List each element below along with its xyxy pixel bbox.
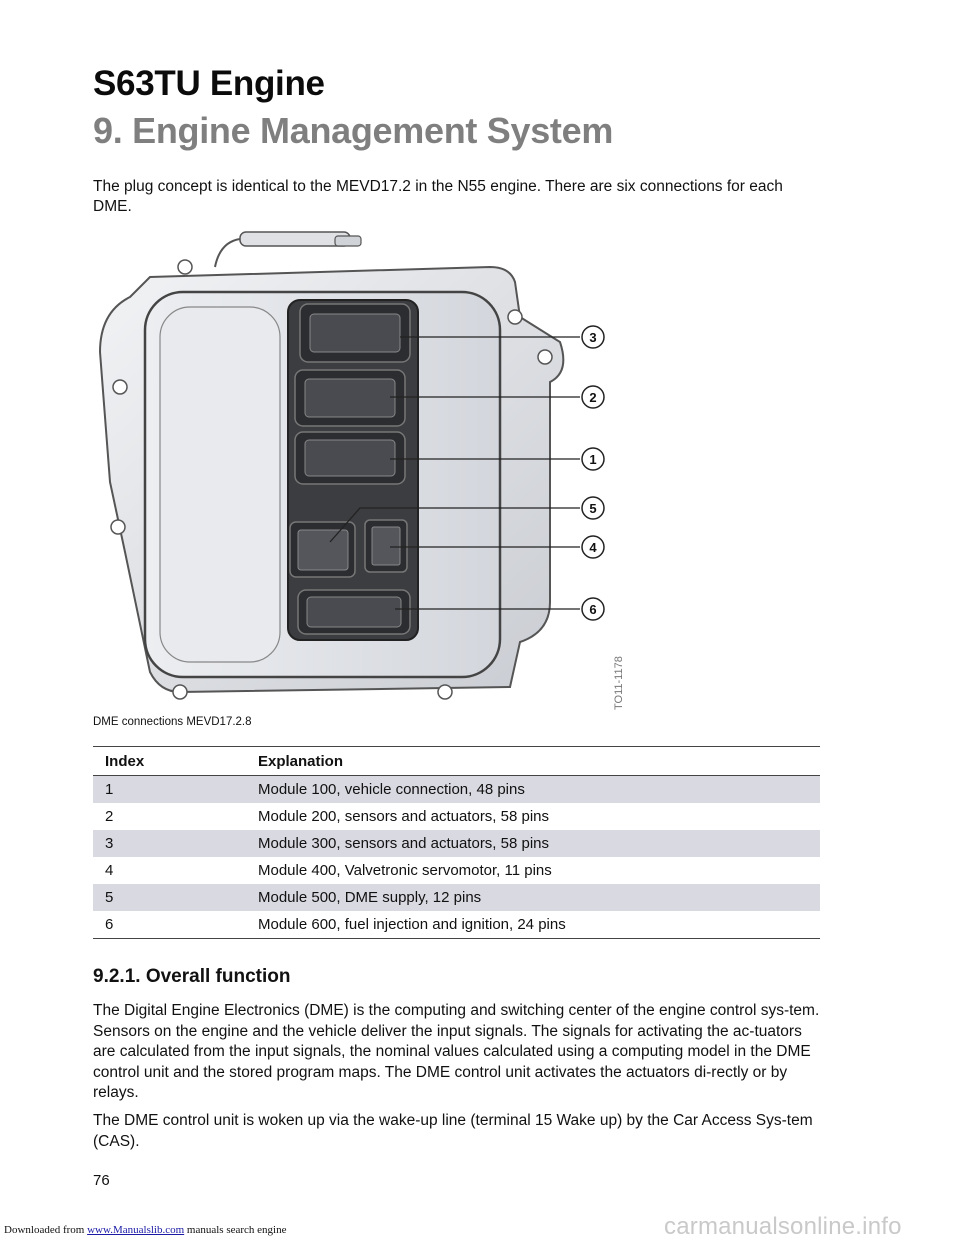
dme-connections-figure xyxy=(90,222,650,712)
cell-explanation: Module 100, vehicle connection, 48 pins xyxy=(246,776,820,804)
callout-3: 3 xyxy=(589,330,597,345)
connections-table xyxy=(93,746,820,939)
callout-1: 1 xyxy=(589,452,597,467)
callout-6: 6 xyxy=(589,602,597,617)
table-header-row xyxy=(93,747,820,776)
table-row xyxy=(93,884,820,911)
cell-explanation: Module 400, Valvetronic servomotor, 11 pins xyxy=(258,862,552,879)
page-title: S63TU Engine xyxy=(93,64,325,103)
dme-illustration xyxy=(90,222,650,712)
cell-index: 1 xyxy=(93,776,246,804)
cell-explanation: Module 200, sensors and actuators, 58 pins xyxy=(258,808,550,825)
image-code: TO11-1178 xyxy=(613,656,625,710)
watermark: carmanualsonline.info xyxy=(664,1213,902,1240)
callout-4: 4 xyxy=(589,540,597,555)
cell-index: 4 xyxy=(105,862,114,879)
cell-index: 6 xyxy=(93,911,246,939)
cell-explanation: Module 500, DME supply, 12 pins xyxy=(246,884,820,911)
download-footer xyxy=(4,1224,286,1236)
cell-index: 2 xyxy=(105,808,114,825)
cell-explanation: Module 600, fuel injection and ignition, 24 pins xyxy=(246,911,820,939)
chapter-heading: 9. Engine Management System xyxy=(93,110,614,151)
callout-5: 5 xyxy=(589,501,597,516)
header-explanation: Explanation xyxy=(246,747,820,776)
cell-explanation: Module 300, sensors and actuators, 58 pins xyxy=(246,830,820,857)
footer-suffix: manuals search engine xyxy=(186,1224,287,1236)
table-row xyxy=(93,830,820,857)
table-row xyxy=(93,857,820,884)
table-row xyxy=(93,911,820,939)
page-number: 76 xyxy=(93,1172,110,1189)
body-paragraph: The Digital Engine Electronics (DME) is the computing and switching center of the engine control sys-tem. Sensors on the engine and the vehicle deliver the input signals. The signals for activating the ac-tuators are calculated from the input signals, the nominal values calculated using a computing model in the DME control unit and the stored program maps. The DME control unit activates the actuators di-rectly or by relays. xyxy=(93,1002,820,1101)
footer-prefix: Downloaded from xyxy=(4,1224,85,1236)
figure-caption: DME connections MEVD17.2.8 xyxy=(93,716,252,728)
table-row xyxy=(93,776,820,804)
section-heading: 9.2.1. Overall function xyxy=(93,966,291,987)
body-paragraph: The DME control unit is woken up via the wake-up line (terminal 15 Wake up) by the Car Access Sys-tem (CAS). xyxy=(93,1112,813,1150)
cell-index: 3 xyxy=(93,830,246,857)
cell-index: 5 xyxy=(93,884,246,911)
intro-paragraph: The plug concept is identical to the MEVD17.2 in the N55 engine. There are six connections for each DME. xyxy=(93,178,783,215)
table-row xyxy=(93,803,820,830)
manualslib-link[interactable]: www.Manualslib.com xyxy=(87,1224,185,1236)
callout-2: 2 xyxy=(589,390,597,405)
header-index: Index xyxy=(93,747,246,776)
